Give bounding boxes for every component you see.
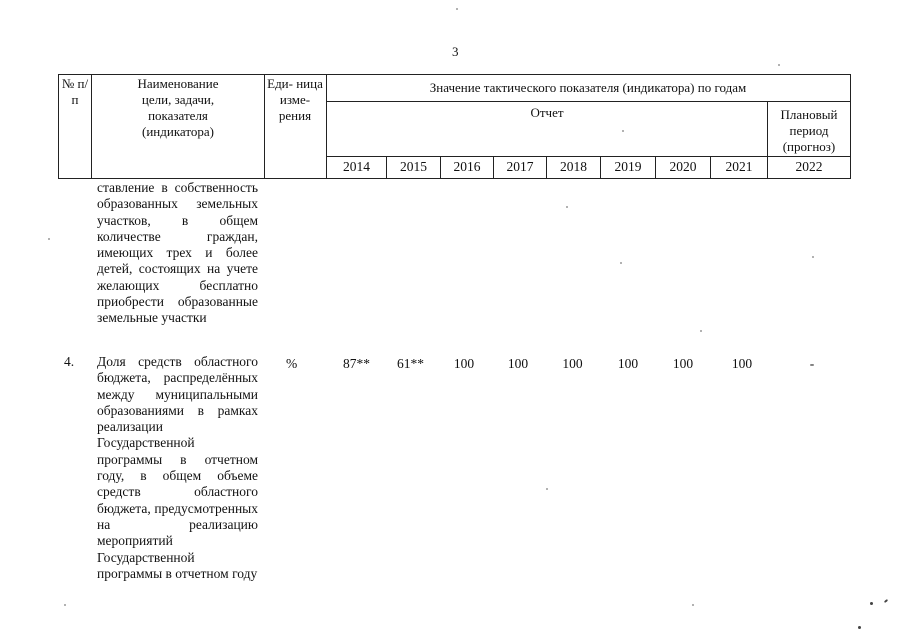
header-report: Отчет (530, 105, 564, 120)
header-plan: Плановый период (прогноз) (780, 107, 838, 154)
header-values: Значение тактического показателя (индикатора) по годам (429, 80, 747, 95)
year-cell: 2014 (343, 159, 370, 174)
year-cell: 2019 (614, 159, 642, 174)
header-number: № п/п (61, 76, 89, 107)
year-cell: 2021 (725, 159, 753, 174)
year-cell: 2018 (560, 159, 587, 174)
page-number: 3 (452, 44, 459, 59)
value-cell: 100 (453, 356, 475, 371)
value-cell: 61** (397, 356, 424, 371)
plan-value-cell: - (809, 356, 815, 371)
year-cell: 2016 (453, 159, 481, 174)
value-cell: 100 (617, 356, 639, 371)
header-unit: Еди- ница изме- рения (267, 76, 323, 123)
row-continuation-name: ставление в собственность образованных земельных участков, в общем количестве граждан, имеющих трех и более детей, состоящих на учете желающих бесплатно приобрести образованные земельные участки (97, 180, 258, 326)
plan-year-cell: 2022 (795, 159, 823, 174)
year-cell: 2020 (669, 159, 697, 174)
row-name: Доля средств областного бюджета, распределённых между муниципальными образованиями в рамках реализации Государственной программы в отчетном году, в общем объеме средств областного бюджета, предусмотренных на реализацию мероприятий Государственной программы в отчетном году (97, 354, 258, 581)
value-cell: 100 (731, 356, 753, 371)
value-cell: 100 (672, 356, 694, 371)
row-number: 4. (64, 354, 75, 369)
row-unit: % (286, 356, 298, 371)
value-cell: 87** (343, 356, 370, 371)
year-cell: 2017 (506, 159, 534, 174)
year-cell: 2015 (400, 159, 427, 174)
value-cell: 100 (562, 356, 583, 371)
value-cell: 100 (507, 356, 529, 371)
header-name: Наименование цели, задачи, показателя (индикатора) (137, 76, 219, 139)
